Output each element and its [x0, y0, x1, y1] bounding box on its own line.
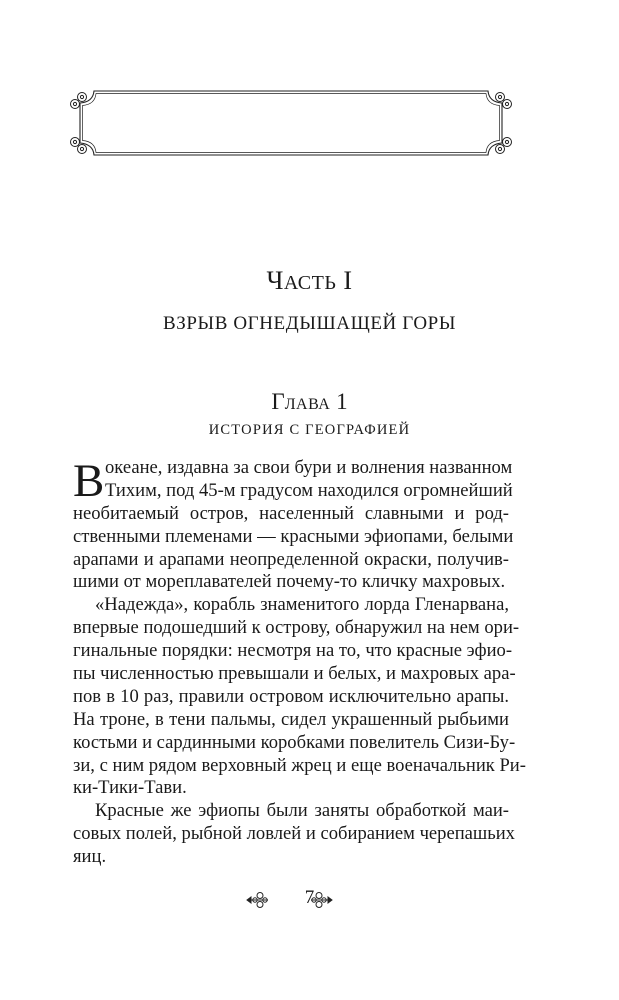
text-line: ственными племенами — красными эфиопами, белыми — [73, 525, 514, 547]
part-title — [0, 266, 619, 296]
text-line: арапами и арапами неопределенной окраски, получив- — [73, 548, 509, 570]
text-line: зи, с ним рядом верховный жрец и еще военачальник Ри- — [73, 754, 526, 776]
text-line: необитаемый остров, населенный славными и род- — [73, 502, 509, 524]
text-line: ки-Тики-Тави. — [73, 777, 187, 799]
text-line: гинальные порядки: несмотря на то, что красные эфио- — [73, 640, 513, 662]
text-line: костьми и сардинными коробками повелитель Сизи-Бу- — [73, 731, 516, 753]
text-line: впервые подошедший к острову, обнаружил на нем ори- — [73, 617, 520, 639]
body-text — [73, 455, 526, 869]
text-line: Красные же эфиопы были заняты обработкой маи- — [95, 800, 509, 822]
decorative-header-frame — [66, 86, 516, 160]
text-line: пы численностью превышали и белых, и махровых ара- — [73, 663, 516, 685]
chapter-number: 1 — [336, 389, 348, 414]
page-number: 7 — [304, 887, 315, 908]
text-line: яиц. — [73, 846, 107, 868]
part-subtitle: ВЗРЫВ ОГНЕДЫШАЩЕЙ ГОРЫ — [162, 313, 456, 334]
drop-cap: В — [73, 455, 105, 507]
chapter-label-rest: ЛАВА — [284, 396, 331, 413]
text-line: океане, издавна за свои бури и волнения названном — [105, 457, 513, 478]
part-number: I — [343, 266, 353, 295]
chapter-label-initial: Г — [271, 389, 285, 414]
part-label-initial: Ч — [266, 266, 284, 295]
chapter-title — [0, 389, 619, 415]
text-line: Тихим, под 45-м градусом находился огромнейший — [105, 479, 513, 501]
chapter-subtitle: ИСТОРИЯ С ГЕОГРАФИЕЙ — [208, 422, 411, 438]
text-line: шими от мореплавателей почему-то кличку махровых. — [73, 571, 506, 593]
text-line: пов в 10 раз, правили островом исключительно арапы. — [73, 685, 509, 707]
text-line: совых полей, рыбной ловлей и собиранием черепашьих — [73, 823, 515, 845]
ornament-right-icon — [309, 891, 333, 909]
text-line: «Надежда», корабль знаменитого лорда Гленарвана, — [95, 594, 509, 616]
part-label-rest: АСТЬ — [283, 272, 337, 294]
text-line: На троне, в тени пальмы, сидел украшенный рыбьими — [73, 708, 509, 730]
